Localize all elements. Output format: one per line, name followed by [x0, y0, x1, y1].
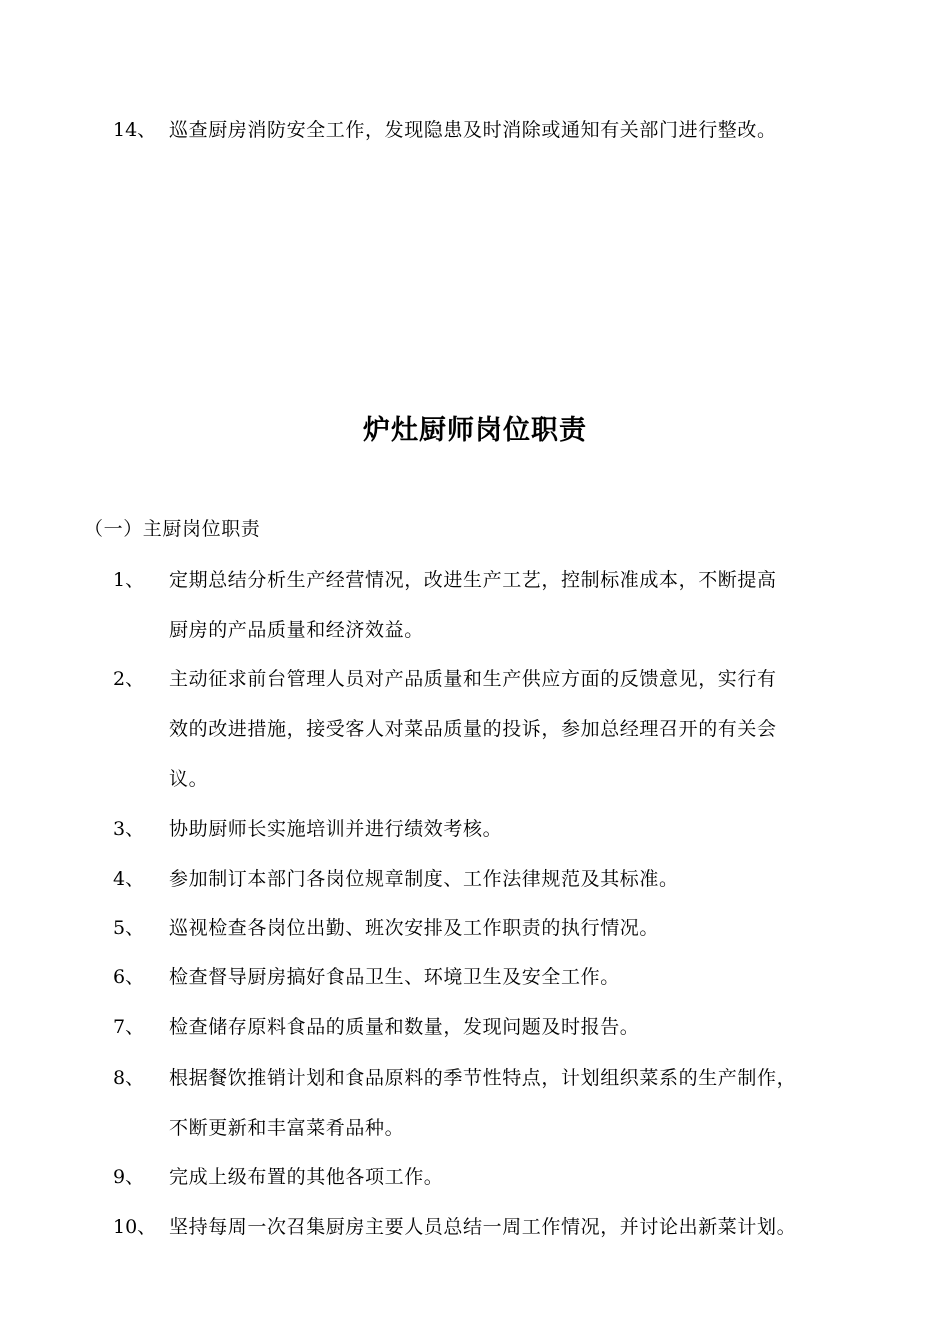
- list-item-number: 14、: [113, 119, 157, 141]
- list-item-number: 3、: [113, 818, 145, 840]
- list-item-text: 协助厨师长实施培训并进行绩效考核。: [169, 818, 503, 840]
- list-item-number: 6、: [113, 966, 145, 988]
- page-title: 炉灶厨师岗位职责: [363, 415, 587, 446]
- list-item-text: 主动征求前台管理人员对产品质量和生产供应方面的反馈意见，实行有: [169, 668, 777, 690]
- list-item-text: 定期总结分析生产经营情况，改进生产工艺，控制标准成本，不断提高: [169, 569, 777, 591]
- list-item-number: 8、: [113, 1067, 145, 1089]
- list-item-number: 5、: [113, 917, 145, 939]
- list-item-text: 根据餐饮推销计划和食品原料的季节性特点，计划组织菜系的生产制作，: [169, 1067, 797, 1089]
- list-item-text: 巡查厨房消防安全工作，发现隐患及时消除或通知有关部门进行整改。: [169, 119, 777, 141]
- list-item-number: 2、: [113, 668, 145, 690]
- list-item-text: 检查督导厨房搞好食品卫生、环境卫生及安全工作。: [169, 966, 620, 988]
- list-item-text: 检查储存原料食品的质量和数量，发现问题及时报告。: [169, 1016, 640, 1038]
- list-item-text: 不断更新和丰富菜肴品种。: [169, 1117, 405, 1139]
- list-item-number: 9、: [113, 1166, 145, 1188]
- list-item-text: 参加制订本部门各岗位规章制度、工作法律规范及其标准。: [169, 868, 679, 890]
- list-item-text: 巡视检查各岗位出勤、班次安排及工作职责的执行情况。: [169, 917, 660, 939]
- list-item-text: 厨房的产品质量和经济效益。: [169, 619, 424, 641]
- list-item-text: 坚持每周一次召集厨房主要人员总结一周工作情况，并讨论出新菜计划。: [169, 1216, 797, 1238]
- list-item-text: 效的改进措施，接受客人对菜品质量的投诉，参加总经理召开的有关会: [169, 718, 777, 740]
- list-item-text: 完成上级布置的其他各项工作。: [169, 1166, 444, 1188]
- list-item-number: 7、: [113, 1016, 145, 1038]
- list-item-number: 1、: [113, 569, 145, 591]
- list-item-text: 议。: [169, 768, 209, 790]
- list-item-number: 4、: [113, 868, 145, 890]
- section-heading: （一）主厨岗位职责: [84, 518, 261, 540]
- list-item-number: 10、: [113, 1216, 157, 1238]
